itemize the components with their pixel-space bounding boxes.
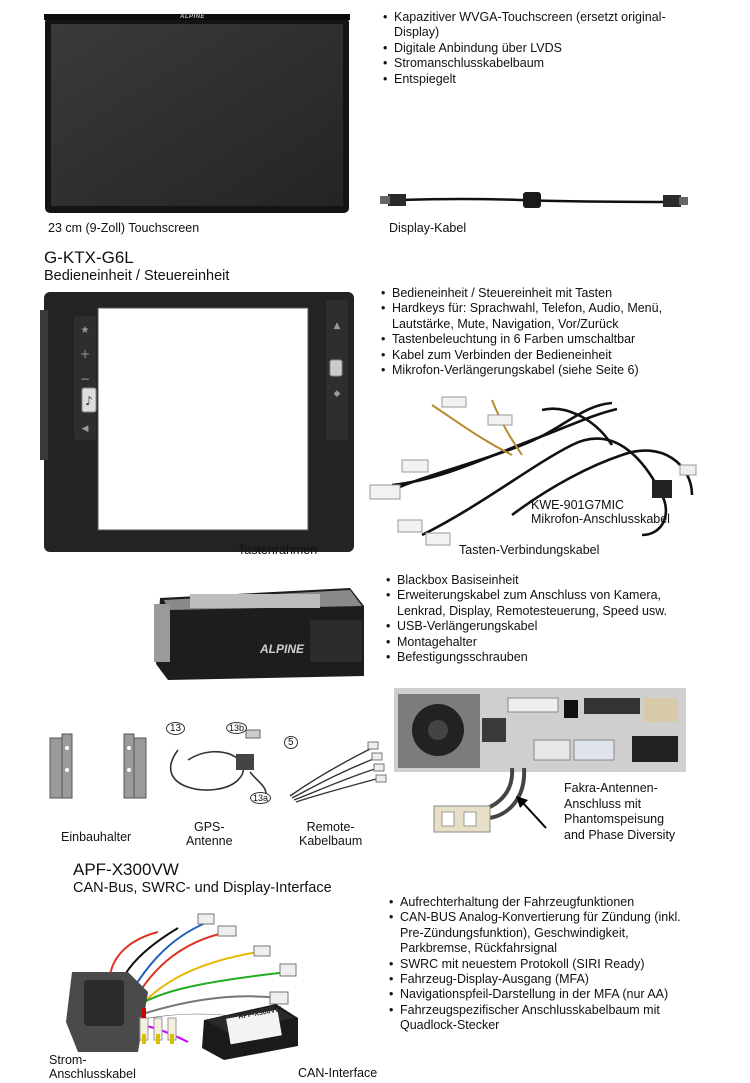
mic-cable-caption: Mikrofon-Anschlusskabel [531, 512, 670, 526]
svg-text:−: − [79, 372, 91, 386]
display-cable-caption: Display-Kabel [389, 221, 467, 235]
blackbox-rear-image [394, 688, 686, 772]
power-cable-caption [49, 1053, 136, 1081]
fakra-pointer-arrow [510, 790, 550, 830]
power-cable-caption-line: Anschlusskabel [49, 1067, 136, 1081]
feature-item: • Digitale Anbindung über LVDS [383, 41, 683, 56]
remote-label-5: 5 [284, 736, 298, 749]
section1-feature-list [383, 10, 683, 87]
remote-caption-line: Remote- [306, 820, 355, 834]
svg-text:♪: ♪ [85, 394, 93, 408]
feature-item: • Fahrzeug-Display-Ausgang (MFA) [389, 972, 699, 987]
feature-item: • Blackbox Basiseinheit [386, 573, 676, 588]
feature-item: • Hardkeys für: Sprachwahl, Telefon, Audio, Menü, Lautstärke, Mute, Navigation, Vor/Zurück [381, 301, 709, 332]
power-cable-caption-line: Strom- [49, 1053, 87, 1067]
feature-item: • Befestigungsschrauben [386, 650, 676, 665]
gps-label-13: 13 [166, 722, 185, 735]
feature-item: • Navigationspfeil-Darstellung in der MFA (nur AA) [389, 987, 699, 1002]
svg-text:◆: ◆ [333, 389, 341, 399]
button-frame-image [40, 288, 358, 556]
svg-text:▲: ▲ [333, 321, 341, 331]
section4-feature-list [389, 895, 699, 1034]
feature-item: • USB-Verlängerungskabel [386, 619, 676, 634]
blackbox-image [150, 580, 372, 684]
feature-item: • SWRC mit neuestem Protokoll (SIRI Ready) [389, 957, 699, 972]
feature-item: • Mikrofon-Verlängerungskabel (siehe Seite 6) [381, 363, 709, 378]
button-frame-caption: Tastenrahmen [238, 543, 318, 557]
fakra-caption-line: and Phase Diversity [564, 827, 676, 842]
section4-model-title: APF-X300VW [73, 860, 179, 879]
feature-item: • Entspiegelt [383, 72, 683, 87]
section2-subtitle: Bedieneinheit / Steuereinheit [44, 268, 230, 284]
gps-caption-line: Antenne [186, 834, 233, 848]
section2-model-title: G-KTX-G6L [44, 248, 134, 267]
feature-item: • Fahrzeugspezifischer Anschlusskabelbaum mit Quadlock-Stecker [389, 1003, 699, 1034]
feature-item: • Kabel zum Verbinden der Bedieneinheit [381, 348, 709, 363]
can-interface-caption: CAN-Interface [298, 1066, 378, 1080]
gps-label-13b: 13b [226, 722, 247, 734]
touchscreen-image [44, 14, 350, 214]
section3-feature-list [386, 573, 676, 665]
svg-text:+: + [79, 347, 91, 361]
touchscreen-brand-logo: ALPINE [180, 14, 206, 20]
button-cable-caption: Tasten-Verbindungskabel [459, 543, 600, 557]
fakra-caption-line: Fakra-Antennen- [564, 781, 658, 795]
feature-item: • Bedieneinheit / Steuereinheit mit Tasten [381, 286, 709, 301]
svg-text:◀: ◀ [81, 424, 89, 434]
remote-caption [299, 820, 362, 848]
blackbox-brand-logo: ALPINE [260, 642, 305, 656]
svg-text:★: ★ [80, 325, 90, 336]
section4-subtitle: CAN-Bus, SWRC- und Display-Interface [73, 880, 332, 896]
button-connection-cable-image [362, 385, 722, 555]
mount-caption: Einbauhalter [61, 830, 132, 844]
fakra-caption-line: Anschluss mit [564, 796, 642, 811]
mic-cable-model: KWE-901G7MIC [531, 498, 625, 512]
mounting-bracket-image [46, 728, 158, 804]
can-interface-box-label: APF-X300VW [237, 1006, 283, 1021]
feature-item: • Aufrechterhaltung der Fahrzeugfunktionen [389, 895, 699, 910]
touchscreen-caption: 23 cm (9-Zoll) Touchscreen [48, 221, 200, 235]
feature-item: • Stromanschlusskabelbaum [383, 56, 683, 71]
can-interface-box-image [198, 1000, 302, 1062]
feature-item: • Montagehalter [386, 635, 676, 650]
feature-item: • CAN-BUS Analog-Konvertierung für Zündung (inkl. Pre-Zündungsfunktion), Geschwindigkeit, Parkbremse, Rückfahrsignal [389, 910, 699, 956]
feature-item: • Erweiterungskabel zum Anschluss von Kamera, Lenkrad, Display, Remotesteuerung, Speed usw. [386, 588, 676, 619]
fakra-caption-line: Phantomspeisung [564, 812, 665, 827]
display-cable-image [380, 180, 690, 220]
gps-caption-line: GPS- [194, 820, 225, 834]
section2-feature-list [381, 286, 709, 378]
remote-caption-line: Kabelbaum [299, 834, 363, 848]
fakra-caption [564, 781, 675, 843]
feature-item: • Tastenbeleuchtung in 6 Farben umschaltbar [381, 332, 709, 347]
gps-label-13a: 13a [250, 792, 271, 804]
gps-caption [186, 820, 233, 848]
feature-item: • Kapazitiver WVGA-Touchscreen (ersetzt original-Display) [383, 10, 683, 41]
